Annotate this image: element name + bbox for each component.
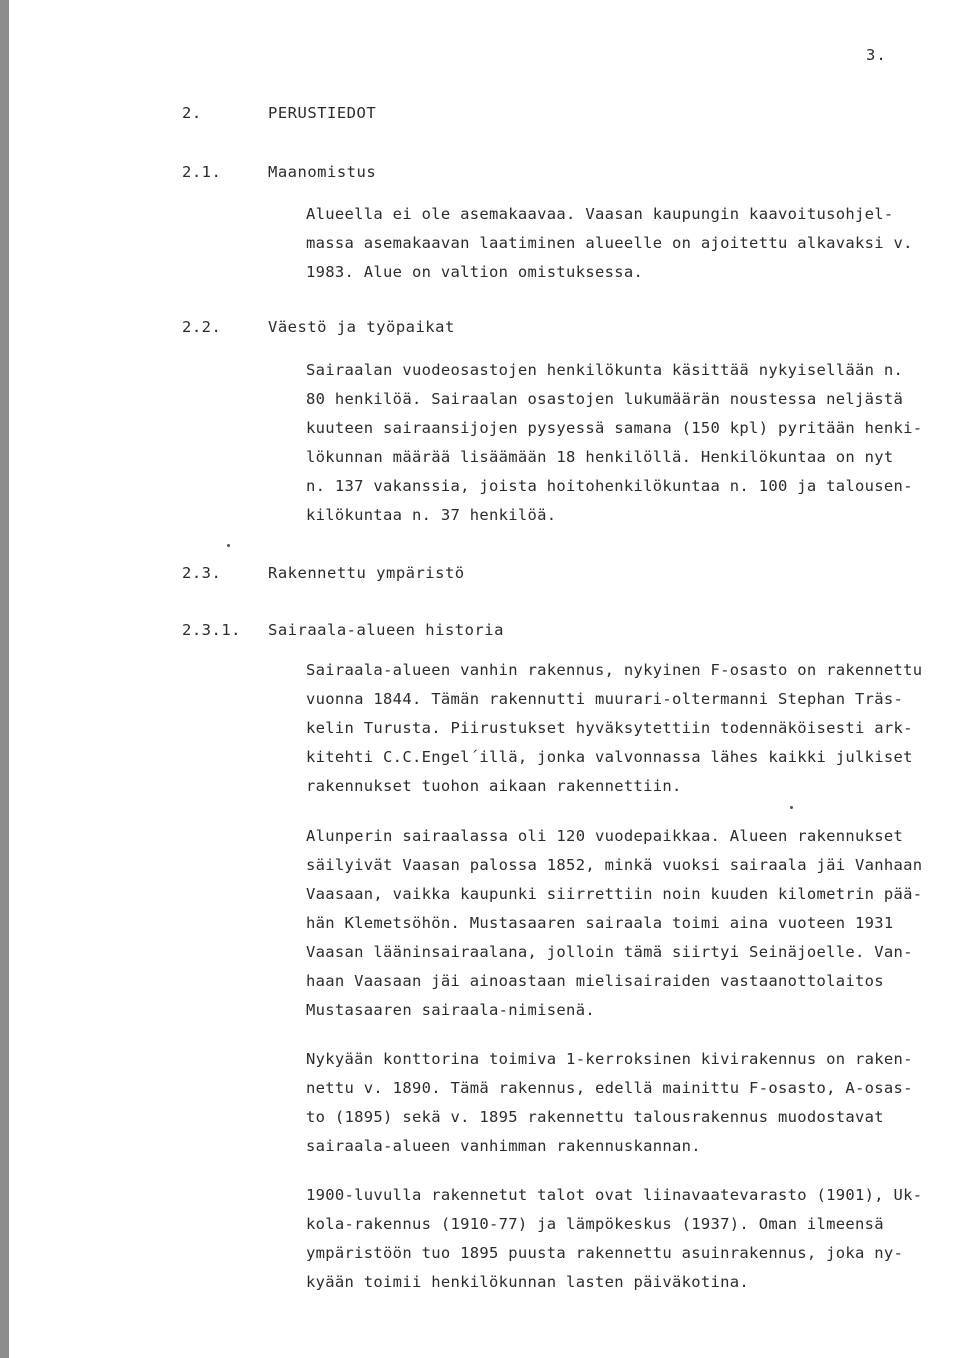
text-line: lökunnan määrää lisäämään 18 henkilöllä. Henkilökuntaa on nyt — [306, 448, 894, 466]
text-line: Sairaalan vuodeosastojen henkilökunta käsittää nykyisellään n. — [306, 361, 904, 379]
section-title: Väestö ja työpaikat — [268, 318, 455, 336]
paragraph-historia-1 — [306, 656, 936, 801]
text-line: to (1895) sekä v. 1895 rakennettu talousrakennus muodostavat — [306, 1108, 884, 1126]
text-line: massa asemakaavan laatiminen alueelle on ajoitettu alkavaksi v. — [306, 234, 913, 252]
text-line: rakennukset tuohon aikaan rakennettiin. — [306, 777, 682, 795]
page-number: 3. — [866, 46, 887, 64]
section-number: 2. — [182, 104, 202, 122]
section-number: 2.1. — [182, 163, 222, 181]
text-line: kilökuntaa n. 37 henkilöä. — [306, 506, 557, 524]
text-line: Mustasaaren sairaala-nimisenä. — [306, 1001, 595, 1019]
scan-binding-edge — [0, 0, 9, 1358]
text-line: kyään toimii henkilökunnan lasten päiväkotina. — [306, 1273, 750, 1291]
section-number: 2.2. — [182, 318, 222, 336]
text-line: ympäristöön tuo 1895 puusta rakennettu asuinrakennus, joka ny- — [306, 1244, 904, 1262]
text-line: Alunperin sairaalassa oli 120 vuodepaikkaa. Alueen rakennukset — [306, 827, 904, 845]
text-line: Alueella ei ole asemakaavaa. Vaasan kaupungin kaavoitusohjel- — [306, 205, 894, 223]
paragraph-historia-3 — [306, 1045, 936, 1161]
text-line: Nykyään konttorina toimiva 1-kerroksinen kivirakennus on raken- — [306, 1050, 913, 1068]
text-line: säilyivät Vaasan palossa 1852, minkä vuoksi sairaala jäi Vanhaan — [306, 856, 923, 874]
text-line: kola-rakennus (1910-77) ja lämpökeskus (1937). Oman ilmeensä — [306, 1215, 884, 1233]
text-line: Vaasaan, vaikka kaupunki siirrettiin noin kuuden kilometrin pää- — [306, 885, 923, 903]
text-line: 80 henkilöä. Sairaalan osastojen lukumäärän noustessa neljästä — [306, 390, 904, 408]
section-title: Rakennettu ympäristö — [268, 564, 465, 582]
text-line: Vaasan lääninsairaalana, jolloin tämä siirtyi Seinäjoelle. Van- — [306, 943, 913, 961]
scan-speck — [790, 806, 793, 809]
text-line: 1983. Alue on valtion omistuksessa. — [306, 263, 644, 281]
text-line: kuuteen sairaansijojen pysyessä samana (150 kpl) pyritään henki- — [306, 419, 923, 437]
section-title: Sairaala-alueen historia — [268, 621, 504, 639]
text-line: haan Vaasaan jäi ainoastaan mielisairaiden vastaanottolaitos — [306, 972, 884, 990]
text-line: kelin Turusta. Piirustukset hyväksytettiin todennäköisesti ark- — [306, 719, 913, 737]
paragraph-historia-4 — [306, 1181, 936, 1297]
paragraph-historia-2 — [306, 822, 936, 1025]
text-line: n. 137 vakanssia, joista hoitohenkilökuntaa n. 100 ja talousen- — [306, 477, 913, 495]
text-line: 1900-luvulla rakennetut talot ovat liinavaatevarasto (1901), Uk- — [306, 1186, 923, 1204]
section-title: PERUSTIEDOT — [268, 104, 377, 122]
text-line: Sairaala-alueen vanhin rakennus, nykyinen F-osasto on rakennettu — [306, 661, 923, 679]
text-line: vuonna 1844. Tämän rakennutti muurari-oltermanni Stephan Träs- — [306, 690, 904, 708]
text-line: sairaala-alueen vanhimman rakennuskannan. — [306, 1137, 701, 1155]
text-line: hän Klemetsöhön. Mustasaaren sairaala toimi aina vuoteen 1931 — [306, 914, 894, 932]
section-number: 2.3. — [182, 564, 222, 582]
text-line: kitehti C.C.Engel´illä, jonka valvonnassa lähes kaikki julkiset — [306, 748, 913, 766]
paragraph-maanomistus — [306, 200, 936, 287]
paragraph-vaesto — [306, 356, 936, 530]
section-title: Maanomistus — [268, 163, 377, 181]
section-number: 2.3.1. — [182, 621, 241, 639]
text-line: nettu v. 1890. Tämä rakennus, edellä mainittu F-osasto, A-osas- — [306, 1079, 913, 1097]
scan-speck — [227, 544, 230, 547]
